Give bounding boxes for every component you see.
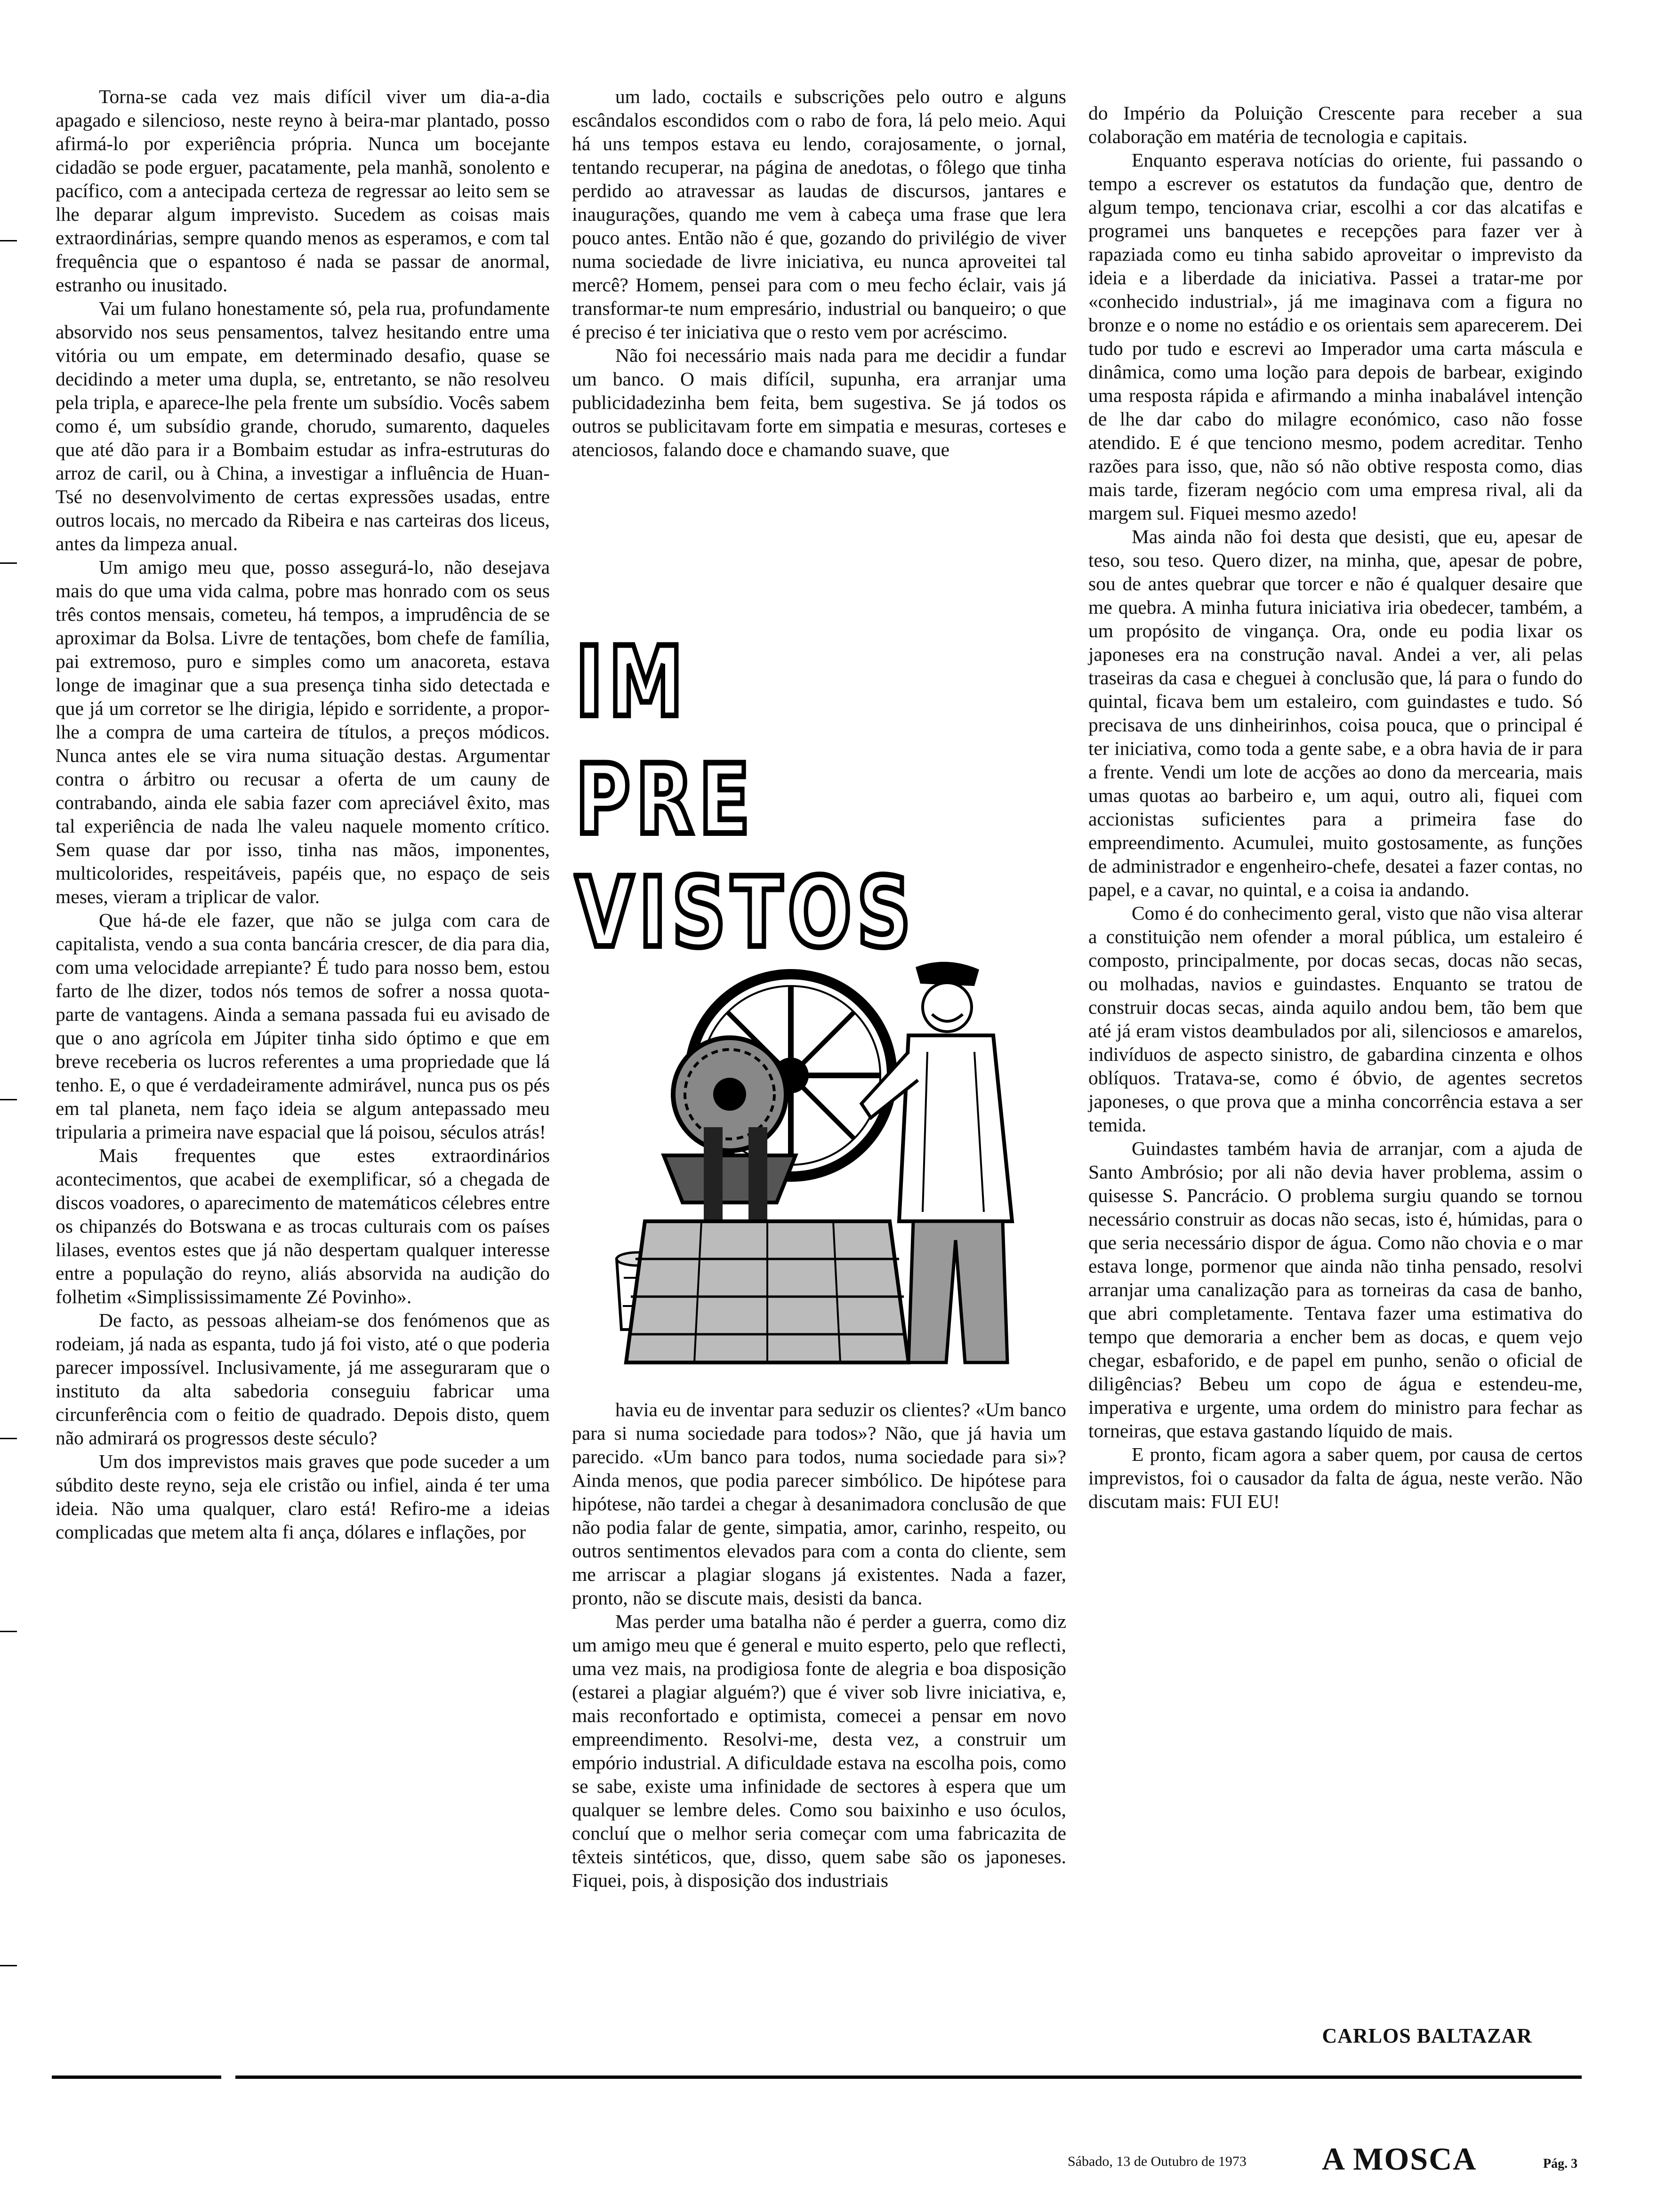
paragraph: Como é do conhecimento geral, visto que não visa alterar a constituição nem ofender a moral pública, um estaleiro é composto, principalmente, por docas secas, docas não secas, ou molhadas, navios e guindastes. Enquanto se tratou de construir docas secas, ainda aquilo andou bem, tão bem que até já eram vistos deambulados por ali, silenciosos e amarelos, indivíduos de aspecto sinistro, de gabardina cinzenta e olhos oblíquos. Tratava-se, como é óbvio, de agentes secretos japoneses, o que prova que a minha concorrência estava a ser temida. xyxy=(1088,902,1583,1136)
paragraph: Um amigo meu que, posso assegurá-lo, não desejava mais do que uma vida calma, pobre mas honrado com os seus três contos mensais, cometeu, há tempos, a imprudência de se aproximar da Bolsa. Livre de tentações, bom chefe de família, pai extremoso, puro e simples como um anacoreta, estava longe de imaginar que a sua presença tinha sido detectada e que já um corretor se lhe dirigia, lépido e sorridente, a propor-lhe a compra de uma carteira de títulos, a preços módicos. Nunca antes ele se vira numa situação destas. Argumentar contra o árbitro ou recusar a oferta de um cauny de contrabando, ainda ele sabia fazer com apreciável êxito, mas tal experiência de nada lhe valeu naquele momento crítico. Sem quase dar por isso, tinha nas mãos, imponentes, multicolorides, respeitáveis, papéis que, no espaço de seis meses, vieram a triplicar de valor. xyxy=(56,556,550,907)
paragraph: De facto, as pessoas alheiam-se dos fenómenos que as rodeiam, já nada as espanta, tudo já foi visto, até o que poderia parecer impossível. Inclusivamente, já me asseguraram que o instituto da alta sabedoria conseguiu fabricar uma circunferência com o feitio de quadrado. Depois disto, quem não admirará os progressos deste século? xyxy=(56,1309,550,1449)
footer-date: Sábado, 13 de Outubro de 1973 xyxy=(1068,2154,1247,2169)
paragraph: Vai um fulano honestamente só, pela rua, profundamente absorvido nos seus pensamentos, talvez hesitando entre uma vitória ou um empate, em determinado desafio, quase se decidindo a meter uma dupla, se, entretanto, se não resolveu pela tripla, e aparece-lhe pela frente um subsídio. Vocês sabem como é, um subsídio grande, chorudo, sumarento, daqueles que até dão para ir a Bombaim estudar as infra-estruturas do arroz de caril, ou à China, a investigar a influência de Huan-Tsé no desenvolvimento de certas expressões usadas, entre outros locais, no mercado da Ribeira e nas carteiras dos liceus, antes da limpeza anual. xyxy=(56,297,550,554)
article-column-2-top xyxy=(572,85,1066,461)
margin-mark xyxy=(0,240,17,241)
article-column-3 xyxy=(1088,101,1583,1513)
paragraph: um lado, coctails e subscrições pelo outro e alguns escândalos escondidos com o rabo de fora, lá pelo meio. Aqui há uns tempos estava eu lendo, corajosamente, o jornal, tentando recuperar, na página de anedotas, o fôlego que tinha perdido ao atravessar as laudas de discursos, jantares e inaugurações, quando me vem à cabeça uma frase que lera pouco antes. Então não é que, gozando do privilégio de viver numa sociedade de livre iniciativa, eu nunca aproveitei tal mercê? Homem, pensei para com o meu fecho éclair, vais já transformar-te num empresário, industrial ou banqueiro; o que é preciso é ter iniciativa que o resto vem por acréscimo. xyxy=(572,86,1066,343)
paragraph: Que há-de ele fazer, que não se julga com cara de capitalista, vendo a sua conta bancária crescer, de dia para dia, com uma velocidade arrepiante? É tudo para nosso bem, estou farto de lhe dizer, todos nós temos de sofrer a nossa quota-parte de vantagens. Ainda a semana passada fui eu avisado de que o ano agrícola em Júpiter tinha sido óptimo e que em breve receberia os lucros referentes a uma propriedade que lá tenho. E, o que é verdadeiramente admirável, nunca pus os pés em tal planeta, nem faço ideia se algum antepassado meu tripularia a primeira nave espacial que lá poisou, séculos atrás! xyxy=(56,909,550,1143)
headline-line-2: PRE xyxy=(575,744,756,856)
paragraph: Mas perder uma batalha não é perder a guerra, como diz um amigo meu que é general e muito esperto, pelo que reflecti, uma vez mais, na prodigiosa fonte de alegria e boa disposição (estarei a plagiar alguém?) que é viver sob livre iniciativa, e, mais reconfortado e optimista, comecei a pensar em novo empreendimento. Resolvi-me, desta vez, a construir um empório industrial. A dificuldade estava na escolha pois, como se sabe, existe uma infinidade de sectores à espera que um qualquer se lembre deles. Como sou baixinho e uso óculos, concluí que o melhor seria começar com uma fabricazita de têxteis sintéticos, que, disso, quem sabe são os japoneses. Fiquei, pois, à disposição dos industriais xyxy=(572,1611,1066,1891)
author-byline: CARLOS BALTAZAR xyxy=(1322,2024,1532,2047)
article-column-1 xyxy=(56,85,550,1544)
paragraph: Enquanto esperava notícias do oriente, fui passando o tempo a escrever os estatutos da fundação que, dentro de algum tempo, tencionava criar, escolhi a cor das alcatifas e programei uns banquetes e recepções para fazer ver à rapaziada como eu tinha sabido aproveitar o imprevisto da ideia e a liberdade da iniciativa. Passei a tratar-me por «conhecido industrial», já me imaginava com a figura no bronze e o nome no estádio e os orientais sem aparecerem. Dei tudo por tudo e escrevi ao Imperador uma carta máscula e dinâmica, como uma loção para depois de barbear, exigindo uma resposta rápida e afirmando a minha inabalável intenção de lhe dar cabo do milagre económico, caso não fosse atendido. E é que tenciono mesmo, podem acreditar. Tenho razões para isso, que, não só não obtive resposta como, dias mais tarde, fizeram negócio com uma empresa rival, ali da margem sul. Fiquei mesmo azedo! xyxy=(1088,149,1583,524)
headline-line-3: VISTOS xyxy=(575,857,917,969)
article-column-2-bottom xyxy=(572,1398,1066,1892)
headline-line-1: IM xyxy=(575,626,689,738)
paragraph: Um dos imprevistos mais graves que pode suceder a um súbdito deste reyno, seja ele cristão ou infiel, ainda é ter uma ideia. Não uma qualquer, claro está! Refiro-me a ideias complicadas que metem alta fi ança, dólares e inflações, por xyxy=(56,1451,550,1543)
paragraph: Guindastes também havia de arranjar, com a ajuda de Santo Ambrósio; por ali não devia haver problema, assim o quisesse S. Pancrácio. O problema surgiu quando se tornou necessário construir as docas não secas, isto é, húmidas, para o que seria necessário dispor de água. Como não chovia e o mar estava longe, pormenor que ainda não tinha pensado, resolvi arranjar uma canalização para as torneiras da casa de banho, que abri completamente. Tentava fazer uma estimativa do tempo que demoraria a encher bem as docas, e quem vejo chegar, esbaforido, e de papel em punho, senão o oficial de diligências? Bebeu um copo de água e estendeu-me, imperativa e urgente, uma ordem do ministro para fechar as torneiras, que estava gastando líquido de mais. xyxy=(1088,1138,1583,1442)
publication-logo: A MOSCA xyxy=(1322,2141,1477,2177)
paragraph: Mais frequentes que estes extraordinários acontecimentos, que acabei de exemplificar, só a chegada de discos voadores, o aparecimento de matemáticos célebres entre os chipanzés do Botswana e as trocas culturais com os países lilases, eventos estes que já não despertam qualquer interesse entre a população do reyno, aliás absorvida na audição do folhetim «Simplississimamente Zé Povinho». xyxy=(56,1145,550,1307)
paragraph: Torna-se cada vez mais difícil viver um dia-a-dia apagado e silencioso, neste reyno à beira-mar plantado, posso afirmá-lo por experiência própria. Nunca um bocejante cidadão se pode erguer, pacatamente, pela manhã, sonolento e pacífico, com a antecipada certeza de regressar ao leito sem se lhe deparar algum imprevisto. Sucedem as coisas mais extraordinárias, sempre quando menos as esperamos, e com tal frequência que o espantoso é nada se passar de anormal, estranho ou inusitado. xyxy=(56,86,550,296)
machine-illustration xyxy=(607,958,1050,1372)
page-number: Pág. 3 xyxy=(1543,2156,1578,2171)
millstone-icon xyxy=(626,1221,909,1362)
paragraph: havia eu de inventar para seduzir os clientes? «Um banco para si numa sociedade para todos»? Não, que já havia um parecido. «Um banco para todos, numa sociedade para si»? Ainda menos, que podia parecer simbólico. De hipótese para hipótese, não tardei a chegar à desanimadora conclusão de que não podia falar de gente, simpatia, amor, carinho, respeito, ou outros sentimentos elevados para com a conta do cliente, sem me arriscar a plagiar slogans já existentes. Nada a fazer, pronto, não se discute mais, desisti da banca. xyxy=(572,1399,1066,1609)
paragraph: do Império da Poluição Crescente para receber a sua colaboração em matéria de tecnologia e capitais. xyxy=(1088,102,1583,147)
footer-rule-left xyxy=(52,2076,221,2079)
paragraph: Mas ainda não foi desta que desisti, que eu, apesar de teso, sou teso. Quero dizer, na minha, que, apesar de pobre, sou de antes quebrar que torcer e não é qualquer desaire que me quebra. A minha futura iniciativa iria obedecer, também, a um propósito de vingança. Ora, onde eu podia lixar os japoneses era na construção naval. Andei a ver, ali pelas traseiras da casa e cheguei à conclusão que, lá para o fundo do quintal, ficava bem um estaleiro, com guindastes e tudo. Só precisava de uns dinheirinhos, coisa pouca, que o principal é ter iniciativa, como toda a gente sabe, e a obra havia de ir para a frente. Vendi um lote de acções ao dono da mercearia, mais umas quotas ao barbeiro e, um aqui, outro ali, fiquei com accionistas suficientes para a primeira fase do empreendimento. Acumulei, muito gostosamente, as funções de administrador e engenheiro-chefe, desatei a fazer contas, no papel, e a cavar, no quintal, e a coisa ia andando. xyxy=(1088,526,1583,900)
gear-icon xyxy=(664,1038,796,1235)
margin-mark xyxy=(0,562,17,564)
paragraph: Não foi necessário mais nada para me decidir a fundar um banco. O mais difícil, supunha, era arranjar uma publicidadezinha bem feita, bem sugestiva. Se já todos os outros se publicitavam forte em simpatia e mesuras, corteses e atenciosos, falando doce e chamando suave, que xyxy=(572,345,1066,460)
margin-mark xyxy=(0,1965,17,1966)
paragraph: E pronto, ficam agora a saber quem, por causa de certos imprevistos, foi o causador da falta de água, neste verão. Não discutam mais: FUI EU! xyxy=(1088,1443,1583,1512)
margin-mark xyxy=(0,1099,17,1100)
margin-mark xyxy=(0,1631,17,1632)
footer-rule-right xyxy=(235,2076,1582,2079)
margin-mark xyxy=(0,1438,17,1439)
